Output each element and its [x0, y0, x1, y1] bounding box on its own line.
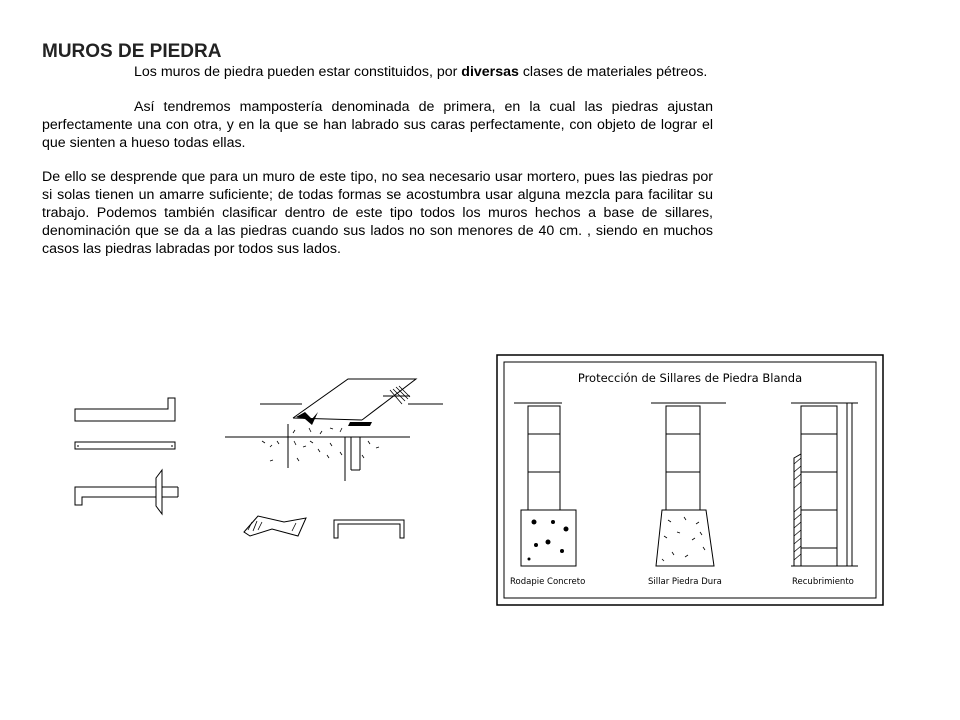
anchor-hook-1 [75, 398, 175, 421]
anchor-plate [156, 470, 162, 514]
paragraph-1-text: Los muros de piedra pueden estar constituidos, por [134, 64, 462, 80]
stone-slab [293, 379, 416, 420]
paragraph-3: De ello se desprende que para un muro de este tipo, no sea necesario usar mortero, pues las piedras por si solas tienen un amarre suficiente; de todas formas se acostumbra usar alguna mezcla para facilitar su trabajo. Podemos también clasificar dentro de este tipo todos los muros hechos a base de sillares, denominación que se da a las piedras cuando sus lados no son menores de 40 cm. , siendo en muchos casos las piedras labradas por todos sus lados. [42, 169, 713, 257]
cover-hatch [794, 458, 801, 560]
anchor-bar [75, 442, 175, 449]
label-rodapie: Rodapie Concreto [510, 577, 586, 587]
column-recubrimiento [791, 403, 858, 566]
column-sillar [651, 403, 726, 566]
paragraph-1-text-end: clases de materiales pétreos. [518, 64, 708, 80]
emphasis-word: diversas [461, 64, 519, 80]
page-title: MUROS DE PIEDRA [42, 41, 222, 62]
cramp-1 [296, 412, 318, 425]
cramp-2 [348, 422, 372, 426]
hard-stone-marks [662, 517, 705, 561]
text-block [42, 41, 713, 258]
label-recubrimiento: Recubrimiento [792, 577, 854, 587]
small-cramp [334, 520, 404, 538]
figure-outer-frame [497, 355, 883, 605]
label-sillar: Sillar Piedra Dura [648, 577, 722, 587]
figure-title: Protección de Sillares de Piedra Blanda [577, 371, 803, 385]
column-rodapie [514, 403, 576, 566]
concrete-dots [528, 520, 569, 561]
loose-stone [244, 516, 306, 536]
paragraph-1 [42, 63, 713, 81]
anchor-hook-2 [75, 487, 156, 505]
stone-protection-figure [496, 354, 886, 608]
paragraph-2: Así tendremos mampostería denominada de primera, en la cual las piedras ajustan perfectamente una con otra, y en la que se han labrado sus caras perfectamente, con objeto de lograr el que sienten a hueso todas ellas. [42, 99, 713, 151]
